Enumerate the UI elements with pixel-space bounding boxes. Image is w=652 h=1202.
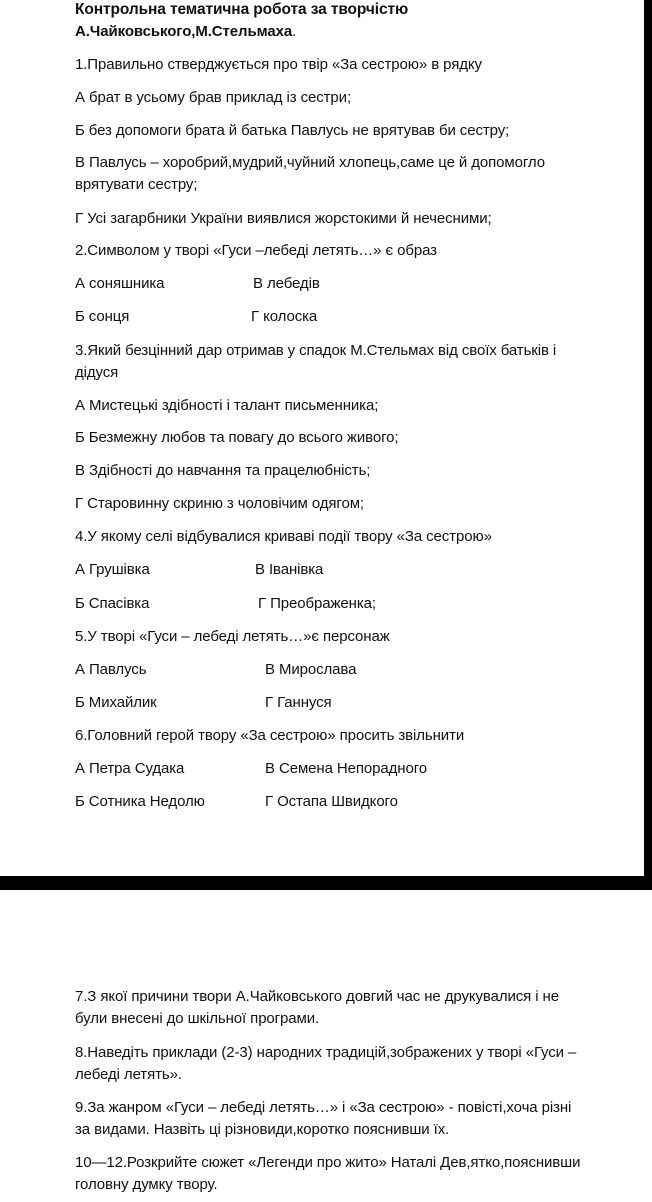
question-3-option-b: Б Безмежну любов та повагу до всього живого;	[75, 429, 399, 446]
question-1-option-d: Г Усі загарбники України виявлися жорстокими й нечесними;	[75, 210, 492, 227]
question-2-option-b: Б сонця	[75, 308, 130, 325]
question-1: 1.Правильно стверджується про твір «За сестрою» в рядку	[75, 56, 482, 73]
question-4-option-b: Б Спасівка	[75, 595, 150, 612]
question-4-option-a: А Грушівка	[75, 561, 150, 578]
question-10-12-line1: 10—12.Розкрийте сюжет «Легенди про жито» Наталі Дев,ятко,пояснивши	[75, 1154, 581, 1171]
worksheet-page-2	[0, 890, 652, 1202]
question-5-option-c: В Мирослава	[265, 661, 357, 678]
question-7-line2: були внесені до шкільної програми.	[75, 1010, 320, 1027]
question-3-option-c: В Здібності до навчання та працелюбність;	[75, 462, 371, 479]
question-5-option-a: А Павлусь	[75, 661, 147, 678]
page-title-line1: Контрольна тематична робота за творчістю	[75, 1, 409, 18]
question-6-option-b: Б Сотника Недолю	[75, 793, 205, 810]
question-5-option-d: Г Ганнуся	[265, 694, 332, 711]
question-3-line1: 3.Який безцінний дар отримав у спадок М.Стельмах від своїх батьків і	[75, 342, 557, 359]
question-2: 2.Символом у творі «Гуси –лебеді летять…» є образ	[75, 242, 437, 259]
question-5-option-b: Б Михайлик	[75, 694, 157, 711]
question-7-line1: 7.З якої причини твори А.Чайковського довгий час не друкувалися і не	[75, 988, 559, 1005]
question-9-line2: за видами. Назвіть ці різновиди,коротко пояснивши їх.	[75, 1121, 450, 1138]
page-title-authors: А.Чайковського,М.Стельмаха	[75, 23, 293, 40]
question-4: 4.У якому селі відбувалися криваві події твору «За сестрою»	[75, 528, 492, 545]
question-6-option-a: А Петра Судака	[75, 760, 185, 777]
question-4-option-c: В Іванівка	[255, 561, 324, 578]
question-6: 6.Головний герой твору «За сестрою» просить звільнити	[75, 727, 465, 744]
question-8-line1: 8.Наведіть приклади (2-3) народних традицій,зображених у творі «Гуси –	[75, 1044, 577, 1061]
question-4-option-d: Г Преображенка;	[258, 595, 376, 612]
question-3-option-a: А Мистецькі здібності і талант письменника;	[75, 397, 379, 414]
question-2-option-a: А соняшника	[75, 275, 165, 292]
question-1-option-c-line2: врятувати сестру;	[75, 176, 198, 193]
question-6-option-d: Г Остапа Швидкого	[265, 793, 398, 810]
question-8-line2: лебеді летять».	[75, 1066, 182, 1083]
question-1-option-b: Б без допомоги брата й батька Павлусь не врятував би сестру;	[75, 122, 510, 139]
question-2-option-d: Г колоска	[251, 308, 318, 325]
page-title-period: .	[292, 23, 297, 40]
question-1-option-a: А брат в усьому брав приклад із сестри;	[75, 89, 352, 106]
question-9-line1: 9.За жанром «Гуси – лебеді летять…» і «За сестрою» - повісті,хоча різні	[75, 1099, 572, 1116]
question-6-option-c: В Семена Непорадного	[265, 760, 427, 777]
question-5: 5.У творі «Гуси – лебеді летять…»є персонаж	[75, 628, 390, 645]
question-2-option-c: В лебедів	[253, 275, 320, 292]
page-title-line2	[75, 21, 296, 43]
question-3-line2: дідуся	[75, 364, 119, 381]
question-1-option-c-line1: В Павлусь – хоробрий,мудрий,чуйний хлопець,саме це й допомогло	[75, 154, 545, 171]
question-3-option-d: Г Старовинну скриню з чоловічим одягом;	[75, 495, 364, 512]
question-10-12-line2: головну думку твору.	[75, 1176, 218, 1193]
